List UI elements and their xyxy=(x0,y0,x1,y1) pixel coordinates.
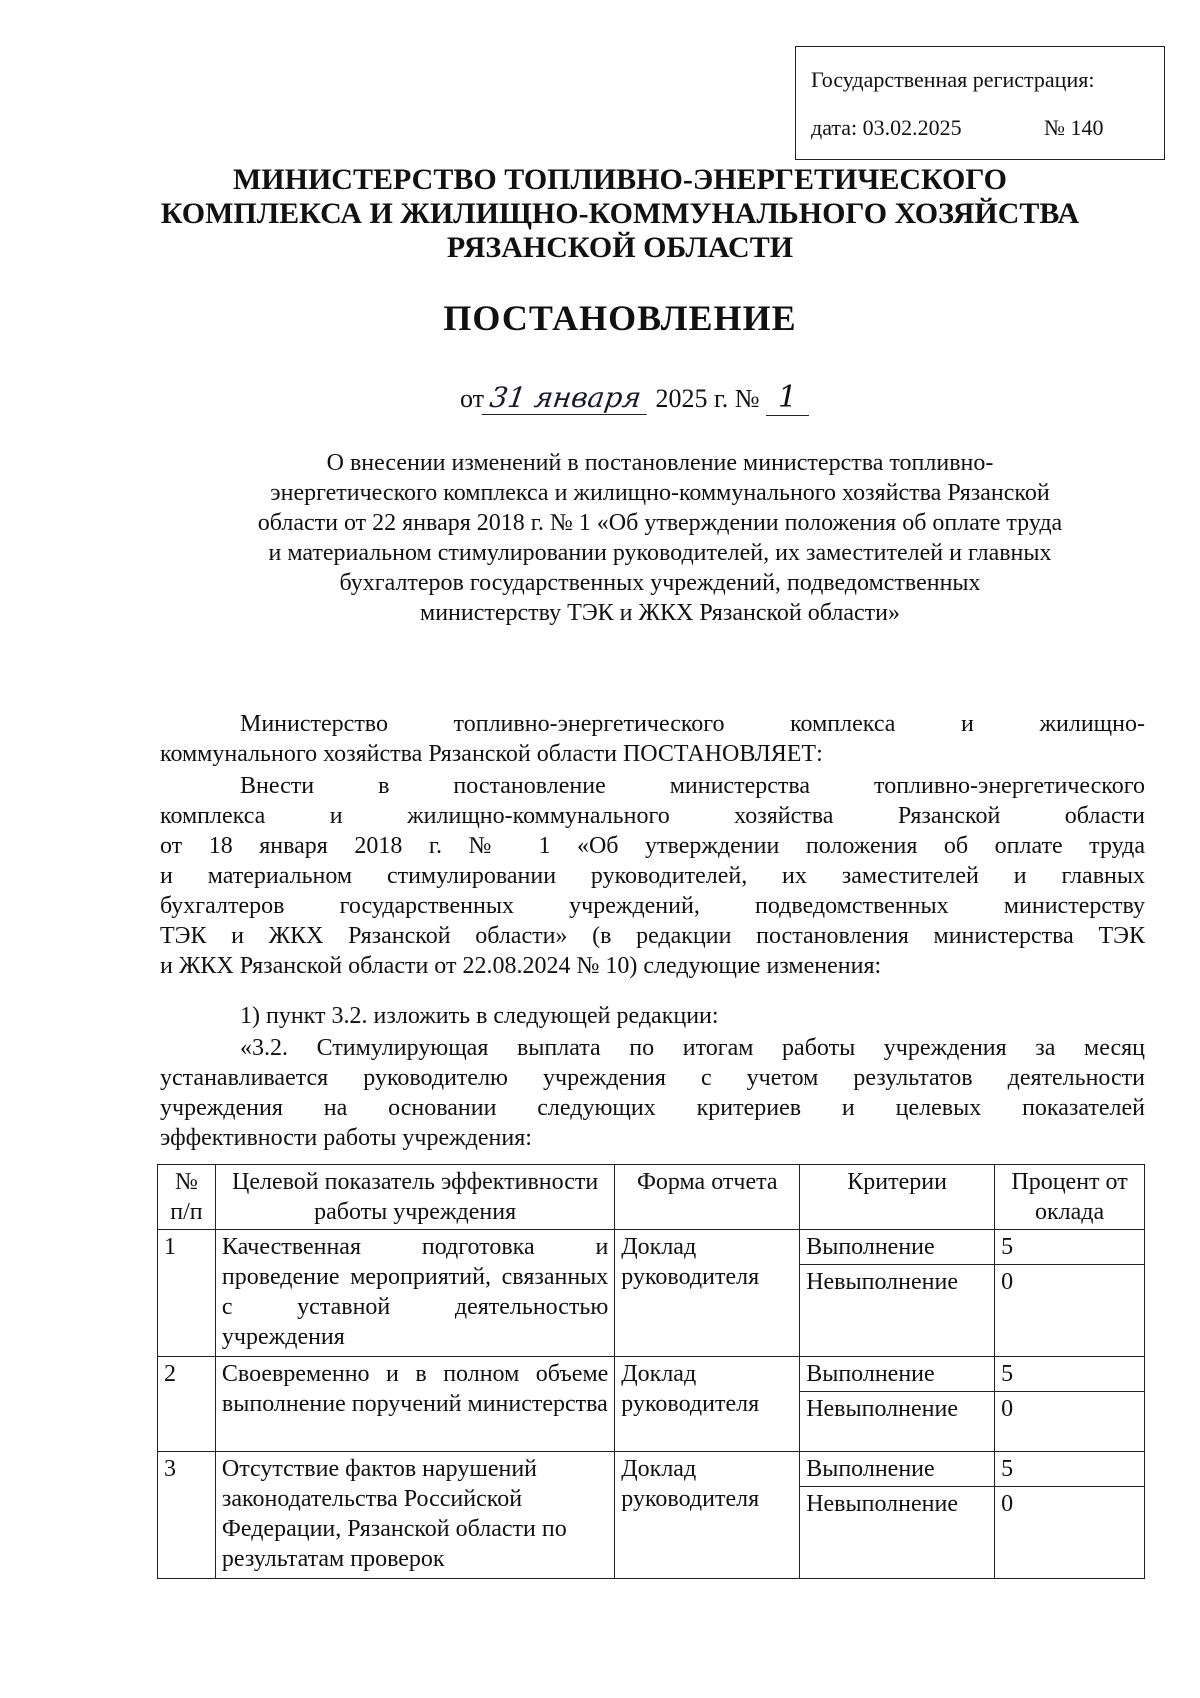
row-criterion-unmet: Невыполнение xyxy=(800,1265,995,1357)
row-percent-unmet: 0 xyxy=(995,1392,1145,1452)
paragraph-resolution xyxy=(160,709,1145,769)
body-line: устанавливается руководителю учреждения с учетом результатов деятельности xyxy=(160,1065,1145,1091)
table-row xyxy=(158,1357,1145,1392)
row-num: 1 xyxy=(158,1230,216,1357)
row-indicator: Своевременно и в полном объеме выполнение поручений министерства xyxy=(215,1357,614,1452)
document-subject xyxy=(160,448,1160,628)
subject-line: области от 22 января 2018 г. № 1 «Об утверждении положения об оплате труда xyxy=(257,510,1063,536)
header-percent: Процент от оклада xyxy=(995,1165,1145,1230)
table-row xyxy=(158,1452,1145,1487)
paragraph-item-1 xyxy=(160,1001,1145,1031)
subject-line: бухгалтеров государственных учреждений, подведомственных xyxy=(339,570,981,596)
paragraph-amend xyxy=(160,771,1145,981)
body-line: и материальном стимулировании руководителей, их заместителей и главных xyxy=(160,863,1145,889)
row-percent-met: 5 xyxy=(995,1230,1145,1265)
registration-stamp xyxy=(795,46,1165,160)
row-percent-met: 5 xyxy=(995,1452,1145,1487)
subject-line: энергетического комплекса и жилищно-коммунального хозяйства Рязанской xyxy=(270,480,1050,506)
handwritten-date: 31 января xyxy=(482,381,652,415)
row-num: 2 xyxy=(158,1357,216,1452)
row-percent-unmet: 0 xyxy=(995,1487,1145,1579)
subject-line: министерству ТЭК и ЖКХ Рязанской области» xyxy=(420,600,900,626)
row-criterion-met: Выполнение xyxy=(800,1452,995,1487)
body-line: коммунального хозяйства Рязанской области ПОСТАНОВЛЯЕТ: xyxy=(160,741,823,767)
date-year: 2025 г. xyxy=(655,384,729,413)
table-header-row xyxy=(158,1165,1145,1230)
number-sign: № xyxy=(734,384,760,413)
body-line: бухгалтеров государственных учреждений, подведомственных министерству xyxy=(160,893,1145,919)
table-row xyxy=(158,1230,1145,1265)
registration-number: № 140 xyxy=(1044,115,1104,140)
row-num: 3 xyxy=(158,1452,216,1579)
body-line: учреждения на основании следующих критериев и целевых показателей xyxy=(160,1095,1145,1121)
document-type-title: ПОСТАНОВЛЕНИЕ xyxy=(443,298,797,338)
handwritten-number: 1 xyxy=(766,380,809,416)
date-prefix: от xyxy=(460,384,485,413)
row-report: Доклад руководителя xyxy=(615,1452,800,1579)
criteria-table xyxy=(157,1164,1145,1579)
body-line: комплекса и жилищно-коммунального хозяйства Рязанской области xyxy=(160,803,1145,829)
row-criterion-met: Выполнение xyxy=(800,1357,995,1392)
body-line: от 18 января 2018 г. № 1 «Об утверждении положения об оплате труда xyxy=(160,833,1145,859)
row-indicator: Качественная подготовка и проведение мероприятий, связанных с уставной деятельностью учреждения xyxy=(215,1230,614,1357)
row-criterion-unmet: Невыполнение xyxy=(800,1392,995,1452)
row-indicator: Отсутствие фактов нарушений законодательства Российской Федерации, Рязанской области по результатам проверок xyxy=(215,1452,614,1579)
paragraph-clause-3-2 xyxy=(160,1033,1145,1153)
subject-line: и материальном стимулировании руководителей, их заместителей и главных xyxy=(268,540,1052,566)
body-line: 1) пункт 3.2. изложить в следующей редакции: xyxy=(240,1003,719,1029)
header-criteria: Критерии xyxy=(800,1165,995,1230)
body-line: «3.2. Стимулирующая выплата по итогам работы учреждения за месяц xyxy=(240,1035,1145,1061)
row-percent-met: 5 xyxy=(995,1357,1145,1392)
registration-date: дата: 03.02.2025 xyxy=(811,115,962,140)
row-report: Доклад руководителя xyxy=(615,1357,800,1452)
row-report: Доклад руководителя xyxy=(615,1230,800,1357)
body-line: эффективности работы учреждения: xyxy=(160,1125,532,1151)
body-line: Внести в постановление министерства топливно-энергетического xyxy=(240,773,1145,799)
header-report: Форма отчета xyxy=(615,1165,800,1230)
subject-line: О внесении изменений в постановление министерства топливно- xyxy=(326,450,994,476)
row-criterion-unmet: Невыполнение xyxy=(800,1487,995,1579)
row-percent-unmet: 0 xyxy=(995,1265,1145,1357)
body-line: и ЖКХ Рязанской области от 22.08.2024 № 10) следующие изменения: xyxy=(160,953,882,979)
registration-title: Государственная регистрация: xyxy=(811,67,1095,92)
header-num: № п/п xyxy=(158,1165,216,1230)
body-line: Министерство топливно-энергетического комплекса и жилищно- xyxy=(240,711,1145,737)
document-date-line xyxy=(460,380,809,416)
ministry-line: КОМПЛЕКСА И ЖИЛИЩНО-КОММУНАЛЬНОГО ХОЗЯЙСТВА xyxy=(160,197,1080,230)
body-line: ТЭК и ЖКХ Рязанской области» (в редакции постановления министерства ТЭК xyxy=(160,923,1145,949)
ministry-heading xyxy=(70,163,1170,265)
ministry-line: РЯЗАНСКОЙ ОБЛАСТИ xyxy=(446,231,794,264)
row-criterion-met: Выполнение xyxy=(800,1230,995,1265)
ministry-line: МИНИСТЕРСТВО ТОПЛИВНО-ЭНЕРГЕТИЧЕСКОГО xyxy=(232,163,1008,196)
header-indicator: Целевой показатель эффективности работы учреждения xyxy=(215,1165,614,1230)
